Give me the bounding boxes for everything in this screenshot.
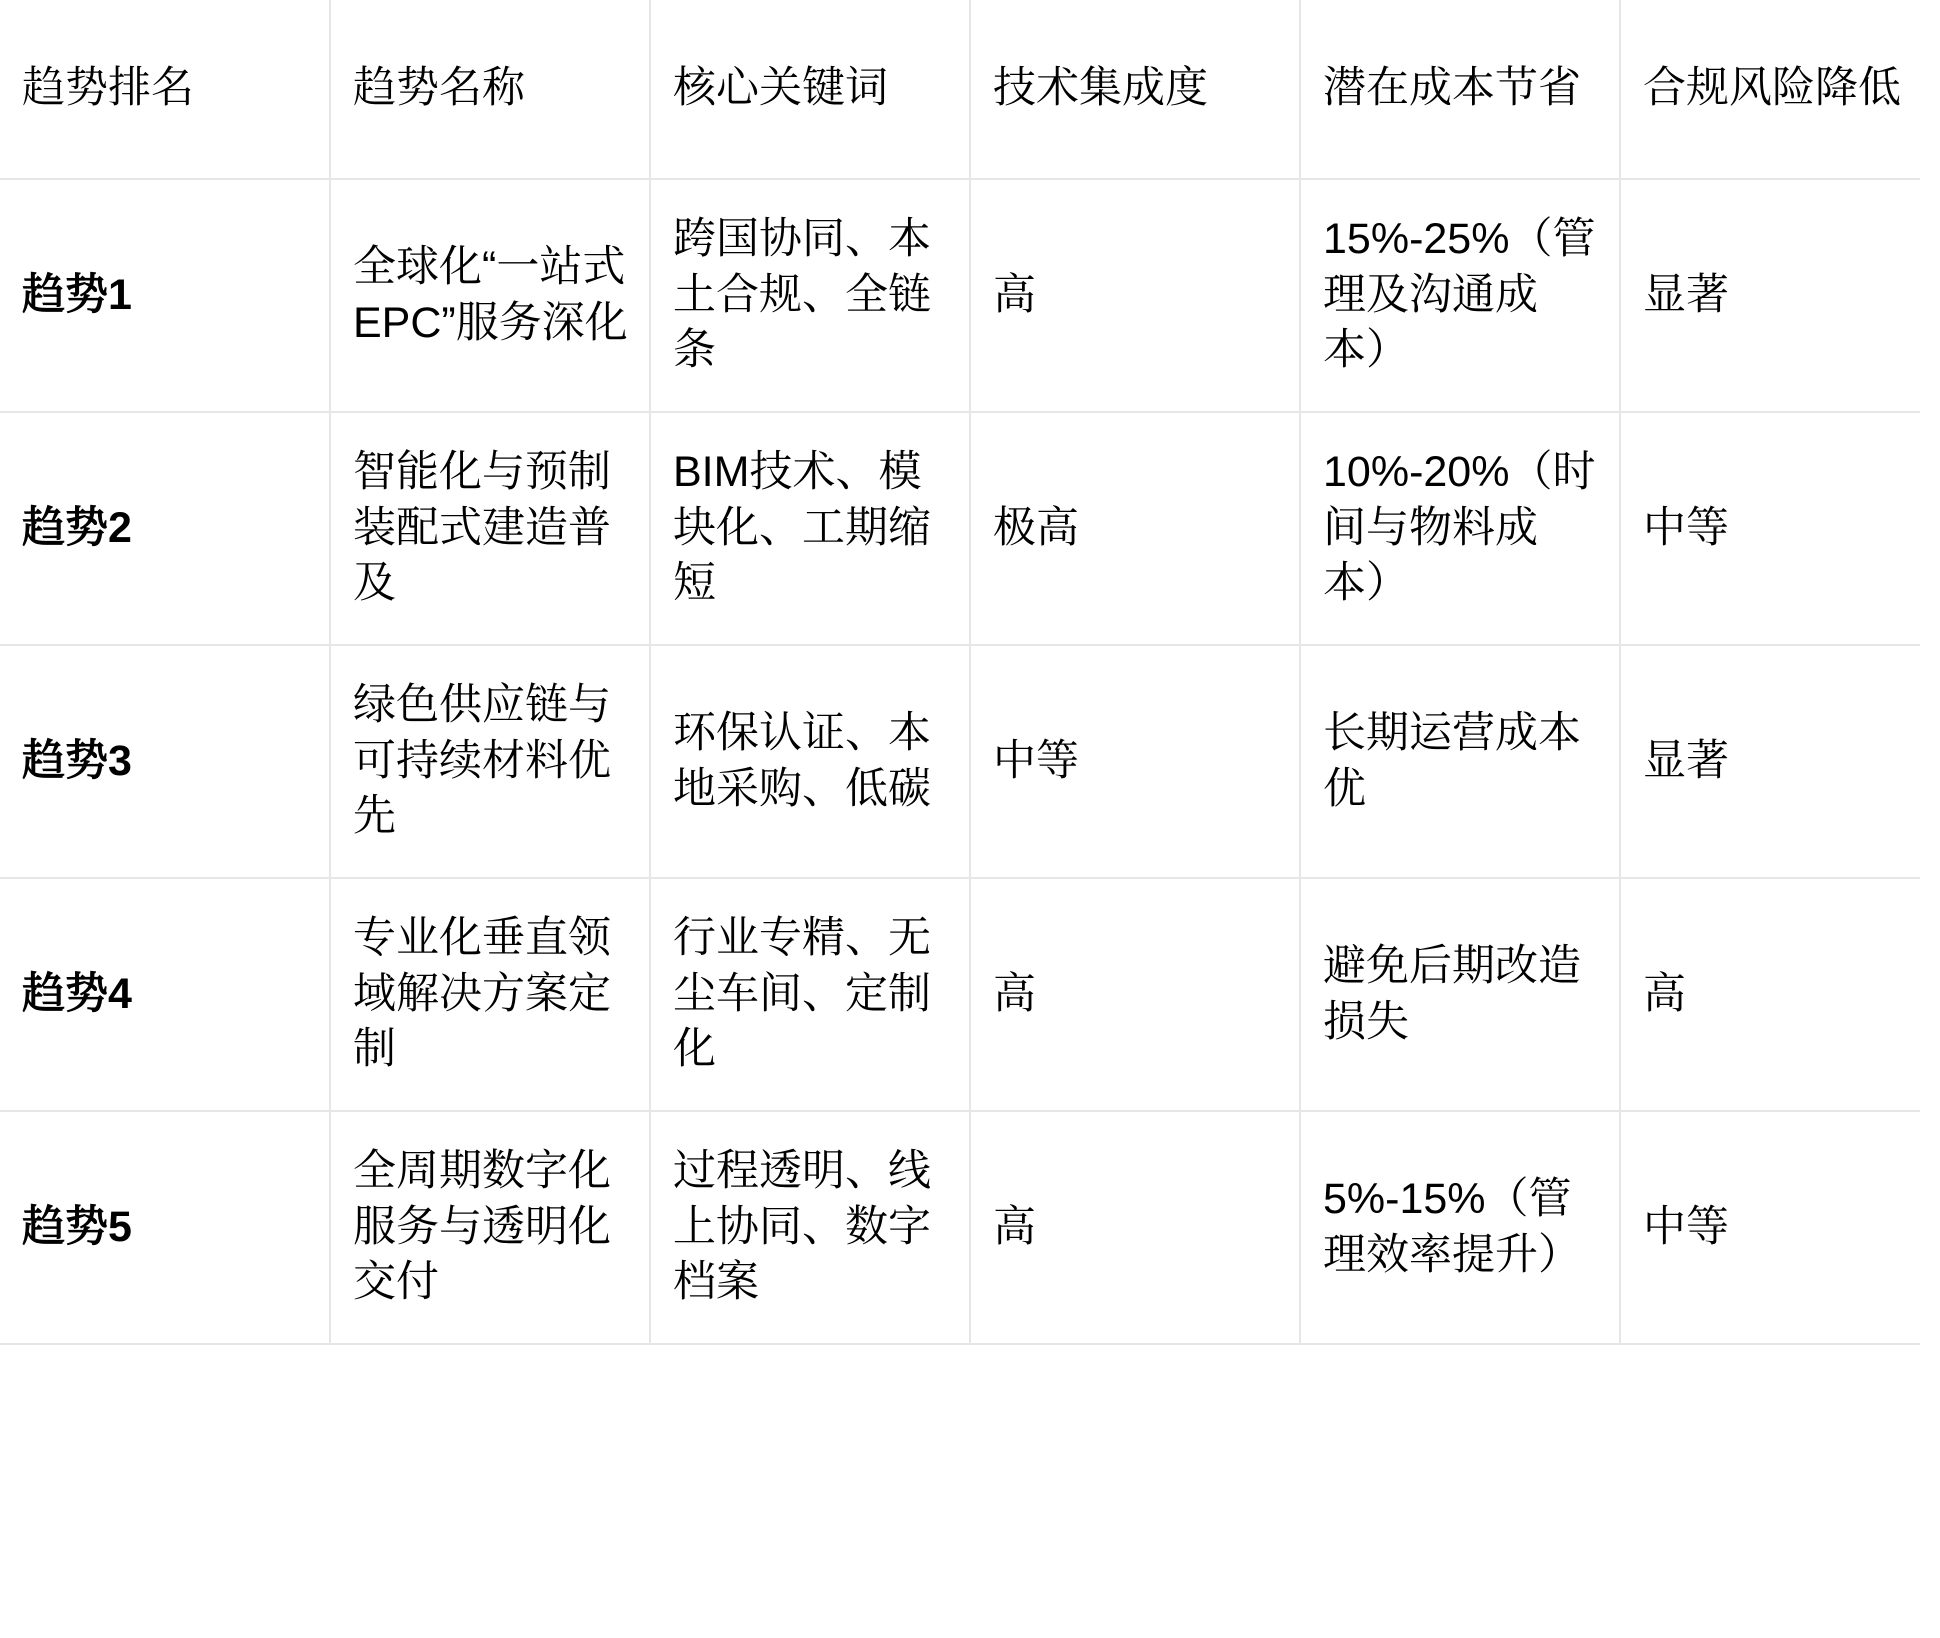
cell-risk-reduction: 显著 [1620, 179, 1920, 412]
cell-risk-reduction: 中等 [1620, 412, 1920, 645]
cell-tech-integration: 高 [970, 179, 1300, 412]
cell-cost-saving: 15%-25%（管理及沟通成本） [1300, 179, 1620, 412]
cell-tech-integration: 极高 [970, 412, 1300, 645]
cell-cost-saving: 5%-15%（管理效率提升） [1300, 1111, 1620, 1344]
table-row [0, 1111, 1920, 1344]
cell-name: 智能化与预制装配式建造普及 [330, 412, 650, 645]
cell-name: 全球化“一站式EPC”服务深化 [330, 179, 650, 412]
table-header [0, 0, 1920, 179]
column-header-name: 趋势名称 [330, 0, 650, 179]
column-header-risk-reduction: 合规风险降低 [1620, 0, 1920, 179]
cell-name: 绿色供应链与可持续材料优先 [330, 645, 650, 878]
column-header-rank: 趋势排名 [0, 0, 330, 179]
table-row [0, 645, 1920, 878]
cell-tech-integration: 中等 [970, 645, 1300, 878]
cell-cost-saving: 避免后期改造损失 [1300, 878, 1620, 1111]
cell-name: 全周期数字化服务与透明化交付 [330, 1111, 650, 1344]
cell-keywords: 跨国协同、本土合规、全链条 [650, 179, 970, 412]
table-row [0, 179, 1920, 412]
cell-keywords: 环保认证、本地采购、低碳 [650, 645, 970, 878]
cell-rank: 趋势3 [0, 645, 330, 878]
cell-rank: 趋势4 [0, 878, 330, 1111]
column-header-cost-saving: 潜在成本节省 [1300, 0, 1620, 179]
column-header-tech-integration: 技术集成度 [970, 0, 1300, 179]
column-header-keywords: 核心关键词 [650, 0, 970, 179]
cell-risk-reduction: 中等 [1620, 1111, 1920, 1344]
cell-risk-reduction: 高 [1620, 878, 1920, 1111]
table-row [0, 878, 1920, 1111]
cell-tech-integration: 高 [970, 878, 1300, 1111]
cell-risk-reduction: 显著 [1620, 645, 1920, 878]
table-row [0, 412, 1920, 645]
cell-rank: 趋势5 [0, 1111, 330, 1344]
cell-rank: 趋势1 [0, 179, 330, 412]
cell-cost-saving: 长期运营成本优 [1300, 645, 1620, 878]
cell-name: 专业化垂直领域解决方案定制 [330, 878, 650, 1111]
cell-keywords: BIM技术、模块化、工期缩短 [650, 412, 970, 645]
cell-rank: 趋势2 [0, 412, 330, 645]
header-row [0, 0, 1920, 179]
cell-tech-integration: 高 [970, 1111, 1300, 1344]
cell-cost-saving: 10%-20%（时间与物料成本） [1300, 412, 1620, 645]
cell-keywords: 行业专精、无尘车间、定制化 [650, 878, 970, 1111]
table-body [0, 179, 1920, 1344]
cell-keywords: 过程透明、线上协同、数字档案 [650, 1111, 970, 1344]
